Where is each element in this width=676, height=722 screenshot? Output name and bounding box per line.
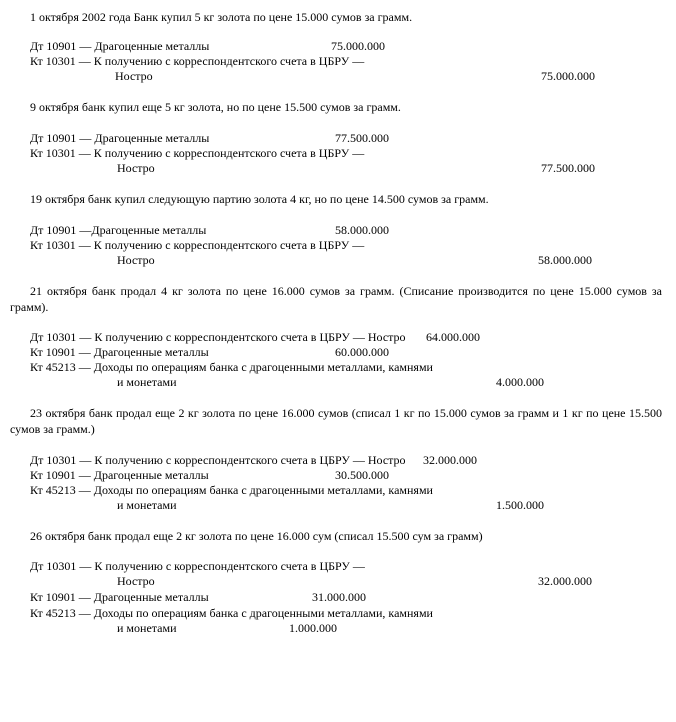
income-line-label: Кт 45213 — Доходы по операциям банка с драгоценными металлами, камнями: [30, 483, 433, 497]
debit-line-continuation: Ностро: [117, 574, 155, 588]
income-line-continuation: и монетами: [117, 498, 177, 512]
credit-line-continuation: Ностро: [117, 161, 155, 175]
income-line-label: Кт 45213 — Доходы по операциям банка с драгоценными металлами, камнями: [30, 360, 433, 374]
credit-line-amount: 58.000.000: [538, 253, 592, 267]
debit-line-amount: 32.000.000: [538, 574, 592, 588]
debit-line-amount: 32.000.000: [423, 453, 477, 467]
credit-line-continuation: Ностро: [115, 69, 153, 83]
credit-line-amount: 60.000.000: [335, 345, 389, 359]
debit-line-amount: 75.000.000: [331, 39, 385, 53]
credit-line-label: Кт 10301 — К получению с корреспондентского счета в ЦБРУ —: [30, 146, 365, 160]
entry-description: 21 октября банк продал 4 кг золота по цене 16.000 сумов за грамм. (Списание производится по цене 15.000 сумов за грамм).: [10, 284, 662, 314]
credit-line-label: Кт 10901 — Драгоценные металлы: [30, 468, 209, 482]
debit-line-label: Дт 10901 — Драгоценные металлы: [30, 39, 210, 53]
credit-line-label: Кт 10301 — К получению с корреспондентского счета в ЦБРУ —: [30, 54, 365, 68]
income-line-amount: 1.000.000: [289, 621, 337, 635]
debit-line-label: Дт 10901 — Драгоценные металлы: [30, 131, 210, 145]
credit-line-amount: 30.500.000: [335, 468, 389, 482]
credit-line-amount: 31.000.000: [312, 590, 366, 604]
debit-line-amount: 64.000.000: [426, 330, 480, 344]
debit-line-amount: 77.500.000: [335, 131, 389, 145]
entry-description: 26 октября банк продал еще 2 кг золота по цене 16.000 сум (списал 15.500 сум за грамм): [30, 529, 483, 543]
income-line-amount: 1.500.000: [496, 498, 544, 512]
credit-line-amount: 75.000.000: [541, 69, 595, 83]
credit-line-continuation: Ностро: [117, 253, 155, 267]
income-line-amount: 4.000.000: [496, 375, 544, 389]
income-line-continuation: и монетами: [117, 621, 177, 635]
entry-description: 23 октября банк продал еще 2 кг золота по цене 16.000 сумов (списал 1 кг по 15.000 сумов за грамм и 1 кг по цене 15.500 сумов за грамм.): [10, 406, 662, 436]
credit-line-label: Кт 10301 — К получению с корреспондентского счета в ЦБРУ —: [30, 238, 365, 252]
income-line-continuation: и монетами: [117, 375, 177, 389]
credit-line-label: Кт 10901 — Драгоценные металлы: [30, 345, 209, 359]
income-line-label: Кт 45213 — Доходы по операциям банка с драгоценными металлами, камнями: [30, 606, 433, 620]
entry-description: 19 октября банк купил следующую партию золота 4 кг, но по цене 14.500 сумов за грамм.: [30, 192, 489, 206]
debit-line-label: Дт 10301 — К получению с корреспондентского счета в ЦБРУ — Ностро: [30, 453, 406, 467]
debit-line-label: Дт 10301 — К получению с корреспондентского счета в ЦБРУ —: [30, 559, 365, 573]
debit-line-label: Дт 10901 —Драгоценные металлы: [30, 223, 207, 237]
entry-description: 9 октября банк купил еще 5 кг золота, но по цене 15.500 сумов за грамм.: [30, 100, 401, 114]
credit-line-amount: 77.500.000: [541, 161, 595, 175]
debit-line-amount: 58.000.000: [335, 223, 389, 237]
debit-line-label: Дт 10301 — К получению с корреспондентского счета в ЦБРУ — Ностро: [30, 330, 406, 344]
entry-description: 1 октября 2002 года Банк купил 5 кг золота по цене 15.000 сумов за грамм.: [30, 10, 413, 24]
credit-line-label: Кт 10901 — Драгоценные металлы: [30, 590, 209, 604]
